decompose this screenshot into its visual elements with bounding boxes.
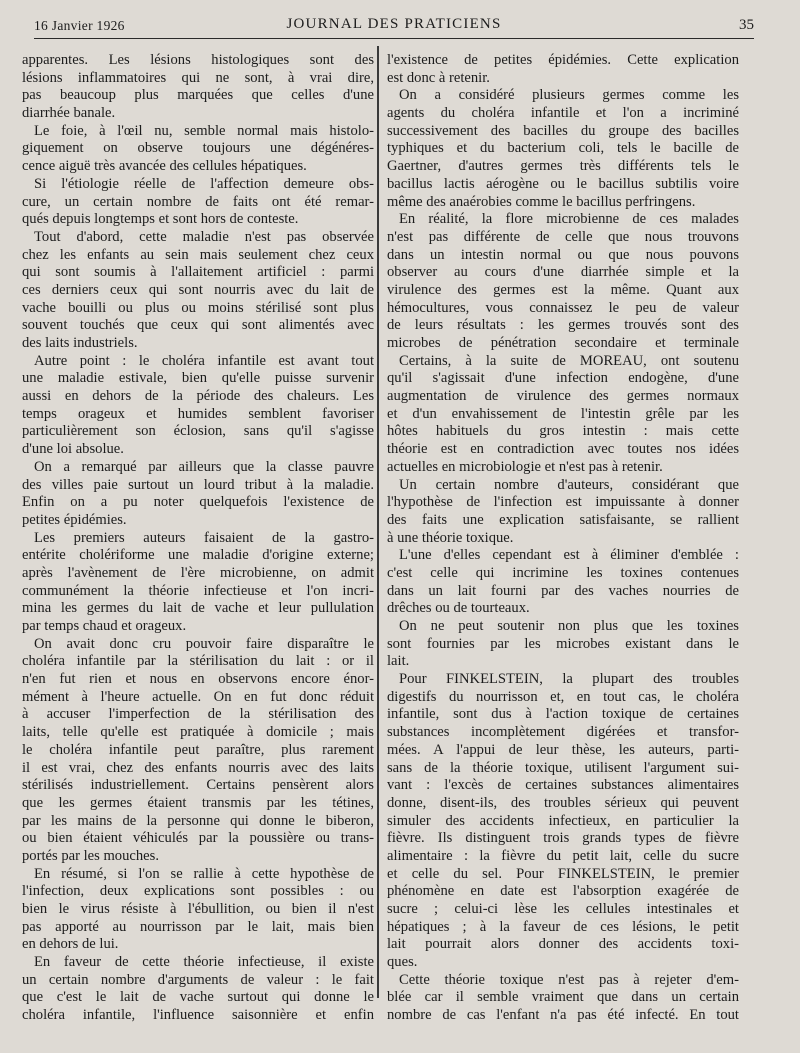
text-line: sont fournies par les microbes existant dans le (387, 635, 739, 652)
text-line: giquement on observe toujours une dégénéres- (22, 140, 374, 157)
text-line: infantile, sont dus à l'action toxique de certaines (387, 706, 739, 723)
text-line: donne, disent-ils, des troubles sérieux qui peuvent (387, 794, 739, 811)
right-column (387, 52, 739, 1025)
text-line: sucre ; celui-ci lèse les cellules intestinales et (387, 901, 739, 917)
text-line: ques. (387, 954, 418, 971)
text-line: des villes paie surtout un lourd tribut à la maladie. (22, 476, 374, 493)
text-line: hémocultures, vous connaissez le peu de valeur (387, 299, 739, 316)
text-line: pas beaucoup plus marquées que celles d'une (22, 87, 374, 104)
text-line: l'hypothèse de l'infection est impuissante à donner (387, 494, 739, 511)
text-line: actuelles en microbiologie et n'est pas à retenir. (387, 458, 663, 475)
text-line: successivement des bacilles du groupe des bacilles (387, 122, 739, 139)
text-line: après l'avènement de l'ère microbienne, on admit (22, 564, 374, 581)
text-line: à une théorie toxique. (387, 529, 514, 546)
text-line: l'infection, deux explications sont possibles : ou (22, 883, 374, 900)
text-line: portés par les mouches. (22, 847, 159, 864)
text-line: petites épidémies. (22, 511, 127, 528)
text-line: le choléra infantile peut paraître, plus rarement (22, 741, 374, 758)
text-line: vache bouilli ou plus ou moins stérilisé sont plus (22, 299, 374, 316)
text-line: Certains, à la suite de MOREAU, ont soutenu (399, 352, 739, 369)
journal-title: JOURNAL DES PRATICIENS (286, 16, 502, 32)
text-line: simuler des accidents infectieux, en particulier la (387, 812, 739, 829)
text-line: pas apporté au nourrisson par le lait, mais bien (22, 918, 374, 935)
text-line: substances incomplètement digérées et transfor- (387, 724, 739, 741)
text-line: dans un intestin normal ou que nous pouvons (387, 246, 739, 263)
text-line: aussi en dehors de la période des chaleurs. Les (22, 388, 374, 405)
text-line: des faits une explication satisfaisante, se rallient (387, 511, 739, 528)
text-line: observer au cours d'une diarrhée simple et la (387, 264, 739, 281)
text-line: à accuser l'imperfection de la stérilisation des (22, 706, 374, 723)
text-line: Si l'étiologie réelle de l'affection demeure obs- (34, 175, 374, 192)
page-number: 35 (739, 17, 754, 33)
text-line: qués depuis longtemps et sont hors de conteste. (22, 211, 299, 228)
text-line: On avait donc cru pouvoir faire disparaître le (34, 635, 374, 652)
text-line: fièvre. Ils distinguent trois grands types de fièvre (387, 830, 739, 847)
text-line: cence aiguë très avancée des cellules hépatiques. (22, 158, 307, 175)
header-date: 16 Janvier 1926 (34, 18, 125, 33)
left-column (22, 52, 374, 1025)
text-line: n'est pas différente de celle que nous trouvons (387, 228, 739, 245)
text-line: ces derniers ceux qui sont nourris avec du lait de (22, 281, 374, 298)
text-line: agents du choléra infantile et l'on a incriminé (387, 105, 739, 122)
text-line: On a remarqué par ailleurs que la classe pauvre (34, 458, 374, 475)
text-line: qui sont soumis à l'allaitement artificiel : parmi (22, 264, 374, 281)
text-line: est donc à retenir. (387, 69, 490, 86)
text-line: il est vrai, chez des enfants nourris avec des laits (22, 759, 374, 776)
text-line: Tout d'abord, cette maladie n'est pas observée (34, 228, 374, 245)
text-line: En résumé, si l'on se rallie à cette hypothèse de (34, 865, 374, 882)
text-line: lait pourrait alors donner des accidents toxi- (387, 936, 739, 953)
text-line: mina les germes du lait de vache et leur pullulation (22, 600, 374, 617)
text-line: bacillus lactis aérogène ou le bacillus subtilis voire (387, 175, 739, 192)
text-line: une maladie estivale, bien qu'elle puisse survenir (22, 370, 374, 387)
text-line: et d'un envahissement de l'intestin grêle par les (387, 405, 739, 422)
text-line: microbes de pénétration secondaire et terminale (387, 335, 739, 351)
text-line: d'une loi absolue. (22, 441, 124, 458)
text-line: que c'est le lait de vache surtout qui donne le (22, 989, 374, 1006)
text-line: et celle du sel. Pour FINKELSTEIN, le premier (387, 865, 739, 882)
text-line: hépatiques ; à la faveur de ces lésions, le petit (387, 918, 739, 935)
text-line: Pour FINKELSTEIN, la plupart des troubles (399, 671, 739, 688)
text-line: Autre point : le choléra infantile est avant tout (34, 352, 374, 369)
running-header (34, 14, 754, 39)
text-line: apparentes. Les lésions histologiques sont des (22, 52, 374, 68)
text-line: phénomène en date est l'absorption exagérée de (387, 883, 739, 900)
text-line: communément la théorie infectieuse et l'on incri- (22, 582, 374, 599)
text-line: En réalité, la flore microbienne de ces malades (399, 211, 739, 228)
text-line: choléra infantile par la stérilisation du lait : or il (22, 653, 374, 670)
text-line: On a considéré plusieurs germes comme les (399, 87, 739, 104)
text-line: qu'il s'agissait d'une infection endogène, d'une (387, 370, 739, 387)
text-line: blée car il semble vraiment que dans un certain (387, 989, 739, 1006)
text-line: Les premiers auteurs faisaient de la gastro- (34, 529, 374, 546)
text-line: Gaertner, d'autres germes très différents tels le (387, 158, 739, 175)
text-line: laits, telle qu'elle est pratiquée à domicile ; mais (22, 724, 374, 741)
text-line: Enfin on a pu noter quelquefois l'existence de (22, 494, 374, 511)
text-line: choléra infantile, l'influence saisonnière et enfin (22, 1007, 374, 1024)
text-line: drêches ou de tourteaux. (387, 600, 530, 617)
text-line: Cette théorie toxique n'est pas à rejeter d'em- (399, 971, 739, 988)
text-line: l'existence de petites épidémies. Cette explication (387, 52, 739, 68)
text-line: En faveur de cette théorie infectieuse, il existe (34, 954, 374, 971)
column-divider (377, 46, 379, 998)
text-line: un certain nombre d'arguments de valeur : le fait (22, 971, 374, 988)
text-line: On ne peut soutenir non plus que les toxines (399, 618, 739, 634)
text-line: en dehors de lui. (22, 936, 119, 953)
text-line: Le foie, à l'œil nu, semble normal mais histolo- (34, 122, 374, 139)
text-line: ou bien étaient véhiculés par la poussière ou trans- (22, 830, 374, 847)
text-line: lésions inflammatoires qui ne sont, à vrai dire, (22, 69, 374, 86)
text-line: théorie est en contradiction avec toutes nos idées (387, 441, 739, 458)
text-line: L'une d'elles cependant est à éliminer d'emblée : (399, 547, 739, 564)
text-line: Un certain nombre d'auteurs, considérant que (399, 476, 739, 493)
text-line: mées. A l'appui de leur thèse, les auteurs, parti- (387, 741, 739, 758)
text-line: cure, un certain nombre de faits ont été remar- (22, 193, 374, 210)
text-line: sans de la théorie toxique, utilisent l'argument sui- (387, 759, 739, 776)
text-line: vant : l'excès de certaines substances alimentaires (387, 777, 739, 794)
text-line: temps orageux et humides semblent favoriser (22, 405, 374, 422)
text-line: de leurs résultats : les germes trouvés sont des (387, 317, 739, 334)
text-line: bien le virus résiste à l'ébullition, ou bien il n'est (22, 901, 374, 917)
text-line: c'est celle qui incrimine les toxines contenues (387, 564, 739, 581)
text-line: typhiques et du bacterium coli, tels le bacille de (387, 140, 739, 157)
text-line: digestifs du nourrisson et, en tout cas, le choléra (387, 688, 739, 705)
text-line: stérilisés industriellement. Certains pensèrent alors (22, 777, 374, 794)
text-line: nombre de cas l'enfant n'a pas été infecté. En tout (387, 1007, 739, 1024)
text-line: n'en fut rien et nous en observons encore énor- (22, 671, 374, 688)
text-line: augmentation de virulence des germes normaux (387, 388, 739, 405)
text-line: alimentaire : la fièvre du petit lait, celle du sucre (387, 847, 739, 864)
text-line: lait. (387, 653, 410, 670)
text-line: par temps chaud et orageux. (22, 618, 187, 634)
text-line: des laits industriels. (22, 335, 138, 351)
text-line: mément à l'heure actuelle. On en fut donc réduit (22, 688, 374, 705)
text-line: virulence des germes est la même. Quant aux (387, 281, 739, 298)
text-line: entérite cholériforme une maladie d'origine externe; (22, 547, 374, 564)
text-line: diarrhée banale. (22, 105, 116, 122)
text-line: dans un lait fourni par des vaches nourries de (387, 582, 739, 599)
text-line: même des anaérobies comme le bacillus perfringens. (387, 193, 696, 210)
text-line: par les mains de la personne qui donne le biberon, (22, 812, 374, 829)
text-line: que les germes étaient transmis par les tétines, (22, 794, 374, 811)
text-line: particulièrement son éclosion, sans qu'il s'agisse (22, 423, 374, 440)
text-line: souvent touchés que ceux qui sont alimentés avec (22, 317, 374, 334)
text-line: chez les enfants au sein mais seulement chez ceux (22, 246, 374, 263)
text-line: hôtes habituels du gros intestin : mais cette (387, 423, 739, 440)
